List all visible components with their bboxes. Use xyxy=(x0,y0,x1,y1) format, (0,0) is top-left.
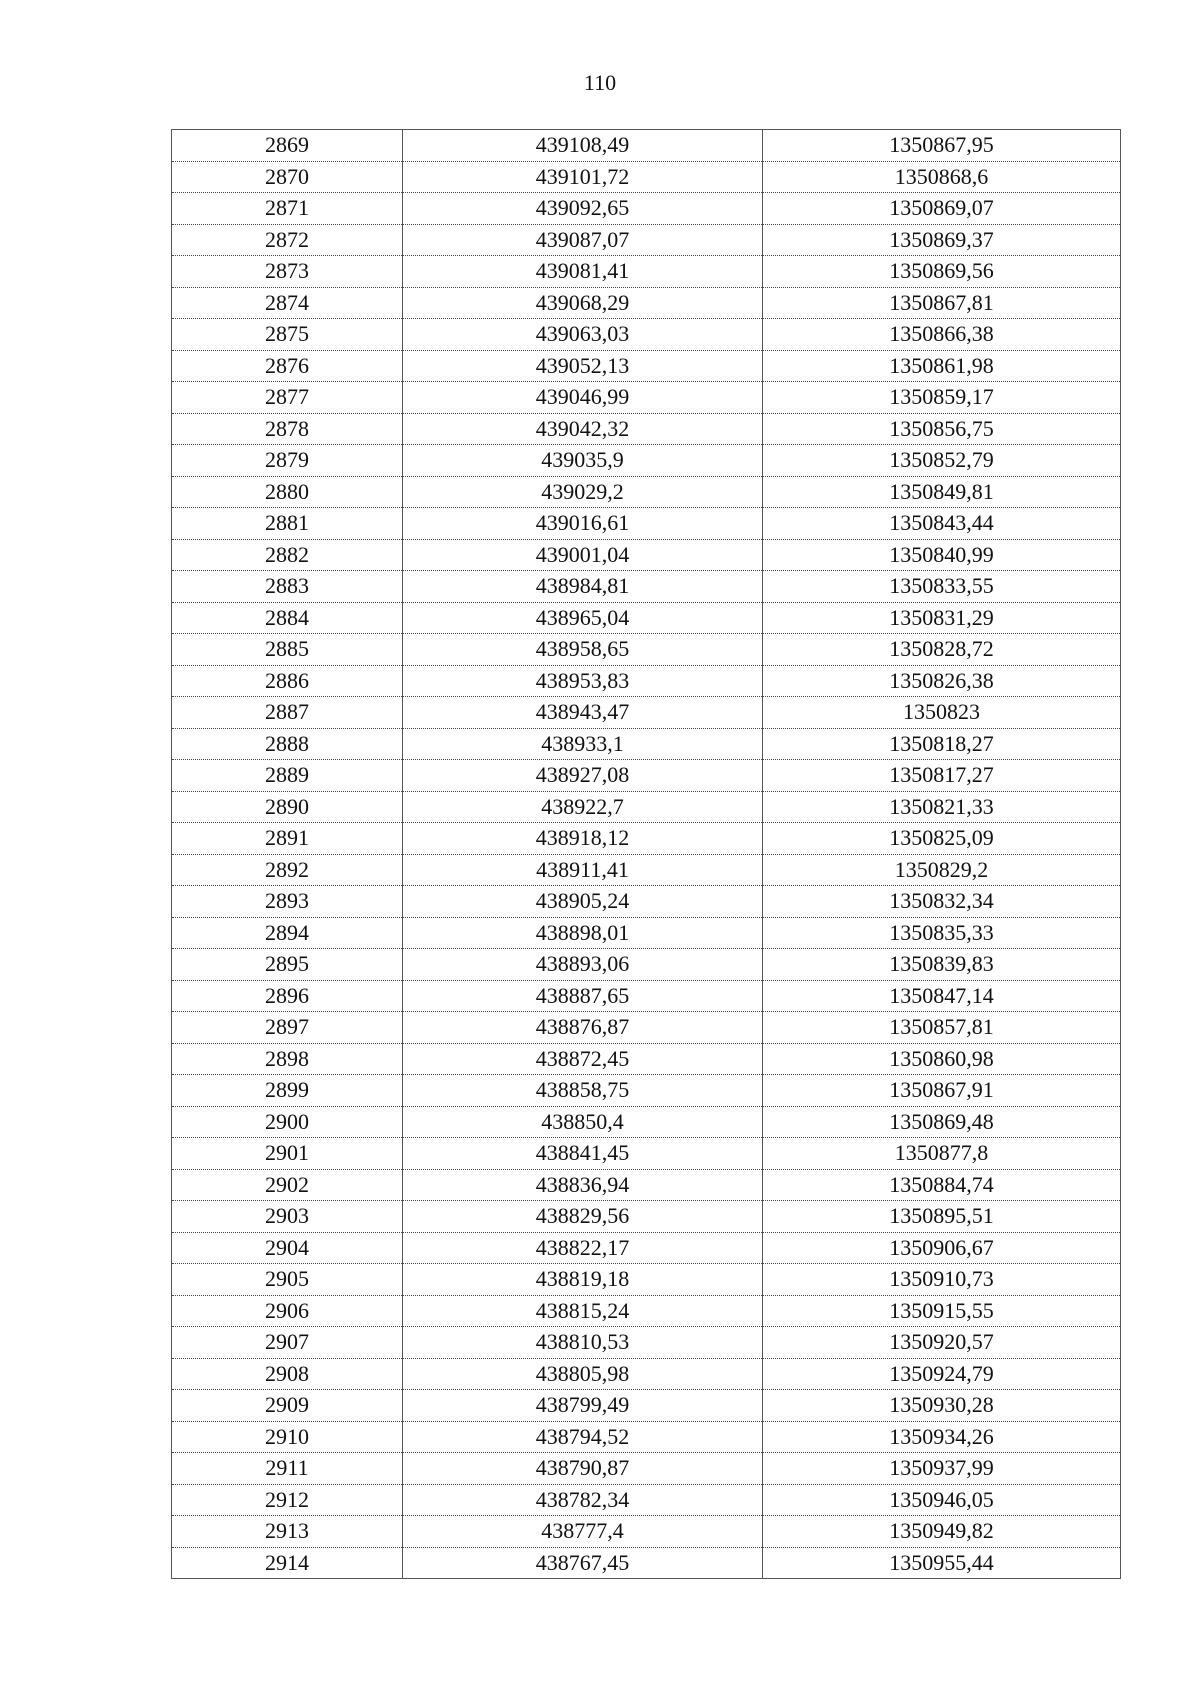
y-coordinate-cell: 1350835,33 xyxy=(763,917,1121,949)
x-coordinate-cell: 438805,98 xyxy=(403,1358,763,1390)
table-row xyxy=(172,130,1121,162)
table-row xyxy=(172,697,1121,729)
x-coordinate-cell: 438767,45 xyxy=(403,1547,763,1579)
table-row xyxy=(172,571,1121,603)
y-coordinate-cell: 1350817,27 xyxy=(763,760,1121,792)
x-coordinate-cell: 438782,34 xyxy=(403,1484,763,1516)
table-row xyxy=(172,980,1121,1012)
y-coordinate-cell: 1350823 xyxy=(763,697,1121,729)
y-coordinate-cell: 1350840,99 xyxy=(763,539,1121,571)
table-row xyxy=(172,949,1121,981)
point-number-cell: 2874 xyxy=(172,287,403,319)
table-row xyxy=(172,508,1121,540)
y-coordinate-cell: 1350852,79 xyxy=(763,445,1121,477)
table-row xyxy=(172,1012,1121,1044)
point-number-cell: 2877 xyxy=(172,382,403,414)
x-coordinate-cell: 438777,4 xyxy=(403,1516,763,1548)
x-coordinate-cell: 439016,61 xyxy=(403,508,763,540)
point-number-cell: 2893 xyxy=(172,886,403,918)
x-coordinate-cell: 438819,18 xyxy=(403,1264,763,1296)
point-number-cell: 2912 xyxy=(172,1484,403,1516)
point-number-cell: 2911 xyxy=(172,1453,403,1485)
y-coordinate-cell: 1350867,81 xyxy=(763,287,1121,319)
point-number-cell: 2884 xyxy=(172,602,403,634)
x-coordinate-cell: 438790,87 xyxy=(403,1453,763,1485)
table-row xyxy=(172,161,1121,193)
x-coordinate-cell: 438898,01 xyxy=(403,917,763,949)
point-number-cell: 2902 xyxy=(172,1169,403,1201)
y-coordinate-cell: 1350869,48 xyxy=(763,1106,1121,1138)
point-number-cell: 2882 xyxy=(172,539,403,571)
y-coordinate-cell: 1350839,83 xyxy=(763,949,1121,981)
table-row xyxy=(172,634,1121,666)
y-coordinate-cell: 1350884,74 xyxy=(763,1169,1121,1201)
table-row xyxy=(172,413,1121,445)
y-coordinate-cell: 1350866,38 xyxy=(763,319,1121,351)
y-coordinate-cell: 1350832,34 xyxy=(763,886,1121,918)
point-number-cell: 2892 xyxy=(172,854,403,886)
point-number-cell: 2870 xyxy=(172,161,403,193)
x-coordinate-cell: 439087,07 xyxy=(403,224,763,256)
x-coordinate-cell: 438822,17 xyxy=(403,1232,763,1264)
point-number-cell: 2879 xyxy=(172,445,403,477)
point-number-cell: 2875 xyxy=(172,319,403,351)
table-row xyxy=(172,1390,1121,1422)
x-coordinate-cell: 438958,65 xyxy=(403,634,763,666)
x-coordinate-cell: 438841,45 xyxy=(403,1138,763,1170)
table-row xyxy=(172,382,1121,414)
point-number-cell: 2881 xyxy=(172,508,403,540)
x-coordinate-cell: 439101,72 xyxy=(403,161,763,193)
table-row xyxy=(172,791,1121,823)
point-number-cell: 2869 xyxy=(172,130,403,162)
x-coordinate-cell: 439042,32 xyxy=(403,413,763,445)
point-number-cell: 2886 xyxy=(172,665,403,697)
table-row xyxy=(172,476,1121,508)
point-number-cell: 2903 xyxy=(172,1201,403,1233)
x-coordinate-cell: 438933,1 xyxy=(403,728,763,760)
table-row xyxy=(172,1358,1121,1390)
point-number-cell: 2876 xyxy=(172,350,403,382)
y-coordinate-cell: 1350861,98 xyxy=(763,350,1121,382)
point-number-cell: 2905 xyxy=(172,1264,403,1296)
table-row xyxy=(172,1295,1121,1327)
x-coordinate-cell: 439046,99 xyxy=(403,382,763,414)
x-coordinate-cell: 438887,65 xyxy=(403,980,763,1012)
point-number-cell: 2891 xyxy=(172,823,403,855)
y-coordinate-cell: 1350829,2 xyxy=(763,854,1121,886)
point-number-cell: 2872 xyxy=(172,224,403,256)
x-coordinate-cell: 438965,04 xyxy=(403,602,763,634)
y-coordinate-cell: 1350869,37 xyxy=(763,224,1121,256)
table-row xyxy=(172,319,1121,351)
x-coordinate-cell: 438893,06 xyxy=(403,949,763,981)
point-number-cell: 2887 xyxy=(172,697,403,729)
x-coordinate-cell: 438984,81 xyxy=(403,571,763,603)
y-coordinate-cell: 1350825,09 xyxy=(763,823,1121,855)
y-coordinate-cell: 1350856,75 xyxy=(763,413,1121,445)
coordinates-table xyxy=(171,129,1121,1579)
x-coordinate-cell: 438876,87 xyxy=(403,1012,763,1044)
table-row xyxy=(172,287,1121,319)
table-row xyxy=(172,256,1121,288)
page-number: 110 xyxy=(583,70,617,95)
table-row xyxy=(172,193,1121,225)
point-number-cell: 2899 xyxy=(172,1075,403,1107)
y-coordinate-cell: 1350869,07 xyxy=(763,193,1121,225)
x-coordinate-cell: 439108,49 xyxy=(403,130,763,162)
x-coordinate-cell: 438794,52 xyxy=(403,1421,763,1453)
x-coordinate-cell: 438858,75 xyxy=(403,1075,763,1107)
x-coordinate-cell: 438810,53 xyxy=(403,1327,763,1359)
y-coordinate-cell: 1350833,55 xyxy=(763,571,1121,603)
point-number-cell: 2896 xyxy=(172,980,403,1012)
y-coordinate-cell: 1350867,95 xyxy=(763,130,1121,162)
point-number-cell: 2907 xyxy=(172,1327,403,1359)
x-coordinate-cell: 438953,83 xyxy=(403,665,763,697)
point-number-cell: 2904 xyxy=(172,1232,403,1264)
point-number-cell: 2900 xyxy=(172,1106,403,1138)
y-coordinate-cell: 1350847,14 xyxy=(763,980,1121,1012)
x-coordinate-cell: 438943,47 xyxy=(403,697,763,729)
x-coordinate-cell: 438911,41 xyxy=(403,854,763,886)
y-coordinate-cell: 1350869,56 xyxy=(763,256,1121,288)
coordinates-table-body xyxy=(172,130,1121,1579)
table-row xyxy=(172,1516,1121,1548)
x-coordinate-cell: 439035,9 xyxy=(403,445,763,477)
x-coordinate-cell: 439063,03 xyxy=(403,319,763,351)
y-coordinate-cell: 1350930,28 xyxy=(763,1390,1121,1422)
x-coordinate-cell: 438918,12 xyxy=(403,823,763,855)
table-row xyxy=(172,886,1121,918)
point-number-cell: 2871 xyxy=(172,193,403,225)
x-coordinate-cell: 439092,65 xyxy=(403,193,763,225)
table-row xyxy=(172,854,1121,886)
y-coordinate-cell: 1350906,67 xyxy=(763,1232,1121,1264)
y-coordinate-cell: 1350937,99 xyxy=(763,1453,1121,1485)
table-row xyxy=(172,1043,1121,1075)
table-row xyxy=(172,823,1121,855)
x-coordinate-cell: 438905,24 xyxy=(403,886,763,918)
y-coordinate-cell: 1350920,57 xyxy=(763,1327,1121,1359)
y-coordinate-cell: 1350857,81 xyxy=(763,1012,1121,1044)
y-coordinate-cell: 1350831,29 xyxy=(763,602,1121,634)
table-row xyxy=(172,1453,1121,1485)
x-coordinate-cell: 438850,4 xyxy=(403,1106,763,1138)
y-coordinate-cell: 1350818,27 xyxy=(763,728,1121,760)
table-row xyxy=(172,224,1121,256)
y-coordinate-cell: 1350877,8 xyxy=(763,1138,1121,1170)
point-number-cell: 2878 xyxy=(172,413,403,445)
y-coordinate-cell: 1350867,91 xyxy=(763,1075,1121,1107)
table-row xyxy=(172,1327,1121,1359)
y-coordinate-cell: 1350828,72 xyxy=(763,634,1121,666)
table-row xyxy=(172,1547,1121,1579)
point-number-cell: 2909 xyxy=(172,1390,403,1422)
point-number-cell: 2890 xyxy=(172,791,403,823)
table-row xyxy=(172,1264,1121,1296)
point-number-cell: 2894 xyxy=(172,917,403,949)
y-coordinate-cell: 1350934,26 xyxy=(763,1421,1121,1453)
table-row xyxy=(172,760,1121,792)
y-coordinate-cell: 1350849,81 xyxy=(763,476,1121,508)
point-number-cell: 2885 xyxy=(172,634,403,666)
table-row xyxy=(172,1201,1121,1233)
point-number-cell: 2897 xyxy=(172,1012,403,1044)
y-coordinate-cell: 1350955,44 xyxy=(763,1547,1121,1579)
table-row xyxy=(172,1421,1121,1453)
table-row xyxy=(172,539,1121,571)
table-row xyxy=(172,1138,1121,1170)
table-row xyxy=(172,917,1121,949)
x-coordinate-cell: 439001,04 xyxy=(403,539,763,571)
y-coordinate-cell: 1350924,79 xyxy=(763,1358,1121,1390)
point-number-cell: 2883 xyxy=(172,571,403,603)
x-coordinate-cell: 438836,94 xyxy=(403,1169,763,1201)
y-coordinate-cell: 1350910,73 xyxy=(763,1264,1121,1296)
table-row xyxy=(172,1075,1121,1107)
x-coordinate-cell: 439052,13 xyxy=(403,350,763,382)
x-coordinate-cell: 438872,45 xyxy=(403,1043,763,1075)
point-number-cell: 2908 xyxy=(172,1358,403,1390)
y-coordinate-cell: 1350826,38 xyxy=(763,665,1121,697)
table-row xyxy=(172,350,1121,382)
point-number-cell: 2888 xyxy=(172,728,403,760)
table-row xyxy=(172,1106,1121,1138)
table-row xyxy=(172,1169,1121,1201)
y-coordinate-cell: 1350949,82 xyxy=(763,1516,1121,1548)
point-number-cell: 2914 xyxy=(172,1547,403,1579)
table-row xyxy=(172,1484,1121,1516)
x-coordinate-cell: 438829,56 xyxy=(403,1201,763,1233)
y-coordinate-cell: 1350868,6 xyxy=(763,161,1121,193)
y-coordinate-cell: 1350821,33 xyxy=(763,791,1121,823)
table-row xyxy=(172,665,1121,697)
y-coordinate-cell: 1350859,17 xyxy=(763,382,1121,414)
point-number-cell: 2873 xyxy=(172,256,403,288)
point-number-cell: 2880 xyxy=(172,476,403,508)
x-coordinate-cell: 438799,49 xyxy=(403,1390,763,1422)
y-coordinate-cell: 1350860,98 xyxy=(763,1043,1121,1075)
point-number-cell: 2895 xyxy=(172,949,403,981)
y-coordinate-cell: 1350895,51 xyxy=(763,1201,1121,1233)
point-number-cell: 2898 xyxy=(172,1043,403,1075)
point-number-cell: 2889 xyxy=(172,760,403,792)
x-coordinate-cell: 438927,08 xyxy=(403,760,763,792)
x-coordinate-cell: 438922,7 xyxy=(403,791,763,823)
y-coordinate-cell: 1350843,44 xyxy=(763,508,1121,540)
x-coordinate-cell: 439081,41 xyxy=(403,256,763,288)
table-row xyxy=(172,1232,1121,1264)
point-number-cell: 2910 xyxy=(172,1421,403,1453)
table-row xyxy=(172,445,1121,477)
table-row xyxy=(172,728,1121,760)
point-number-cell: 2913 xyxy=(172,1516,403,1548)
table-row xyxy=(172,602,1121,634)
x-coordinate-cell: 439029,2 xyxy=(403,476,763,508)
point-number-cell: 2901 xyxy=(172,1138,403,1170)
y-coordinate-cell: 1350946,05 xyxy=(763,1484,1121,1516)
x-coordinate-cell: 438815,24 xyxy=(403,1295,763,1327)
y-coordinate-cell: 1350915,55 xyxy=(763,1295,1121,1327)
point-number-cell: 2906 xyxy=(172,1295,403,1327)
x-coordinate-cell: 439068,29 xyxy=(403,287,763,319)
